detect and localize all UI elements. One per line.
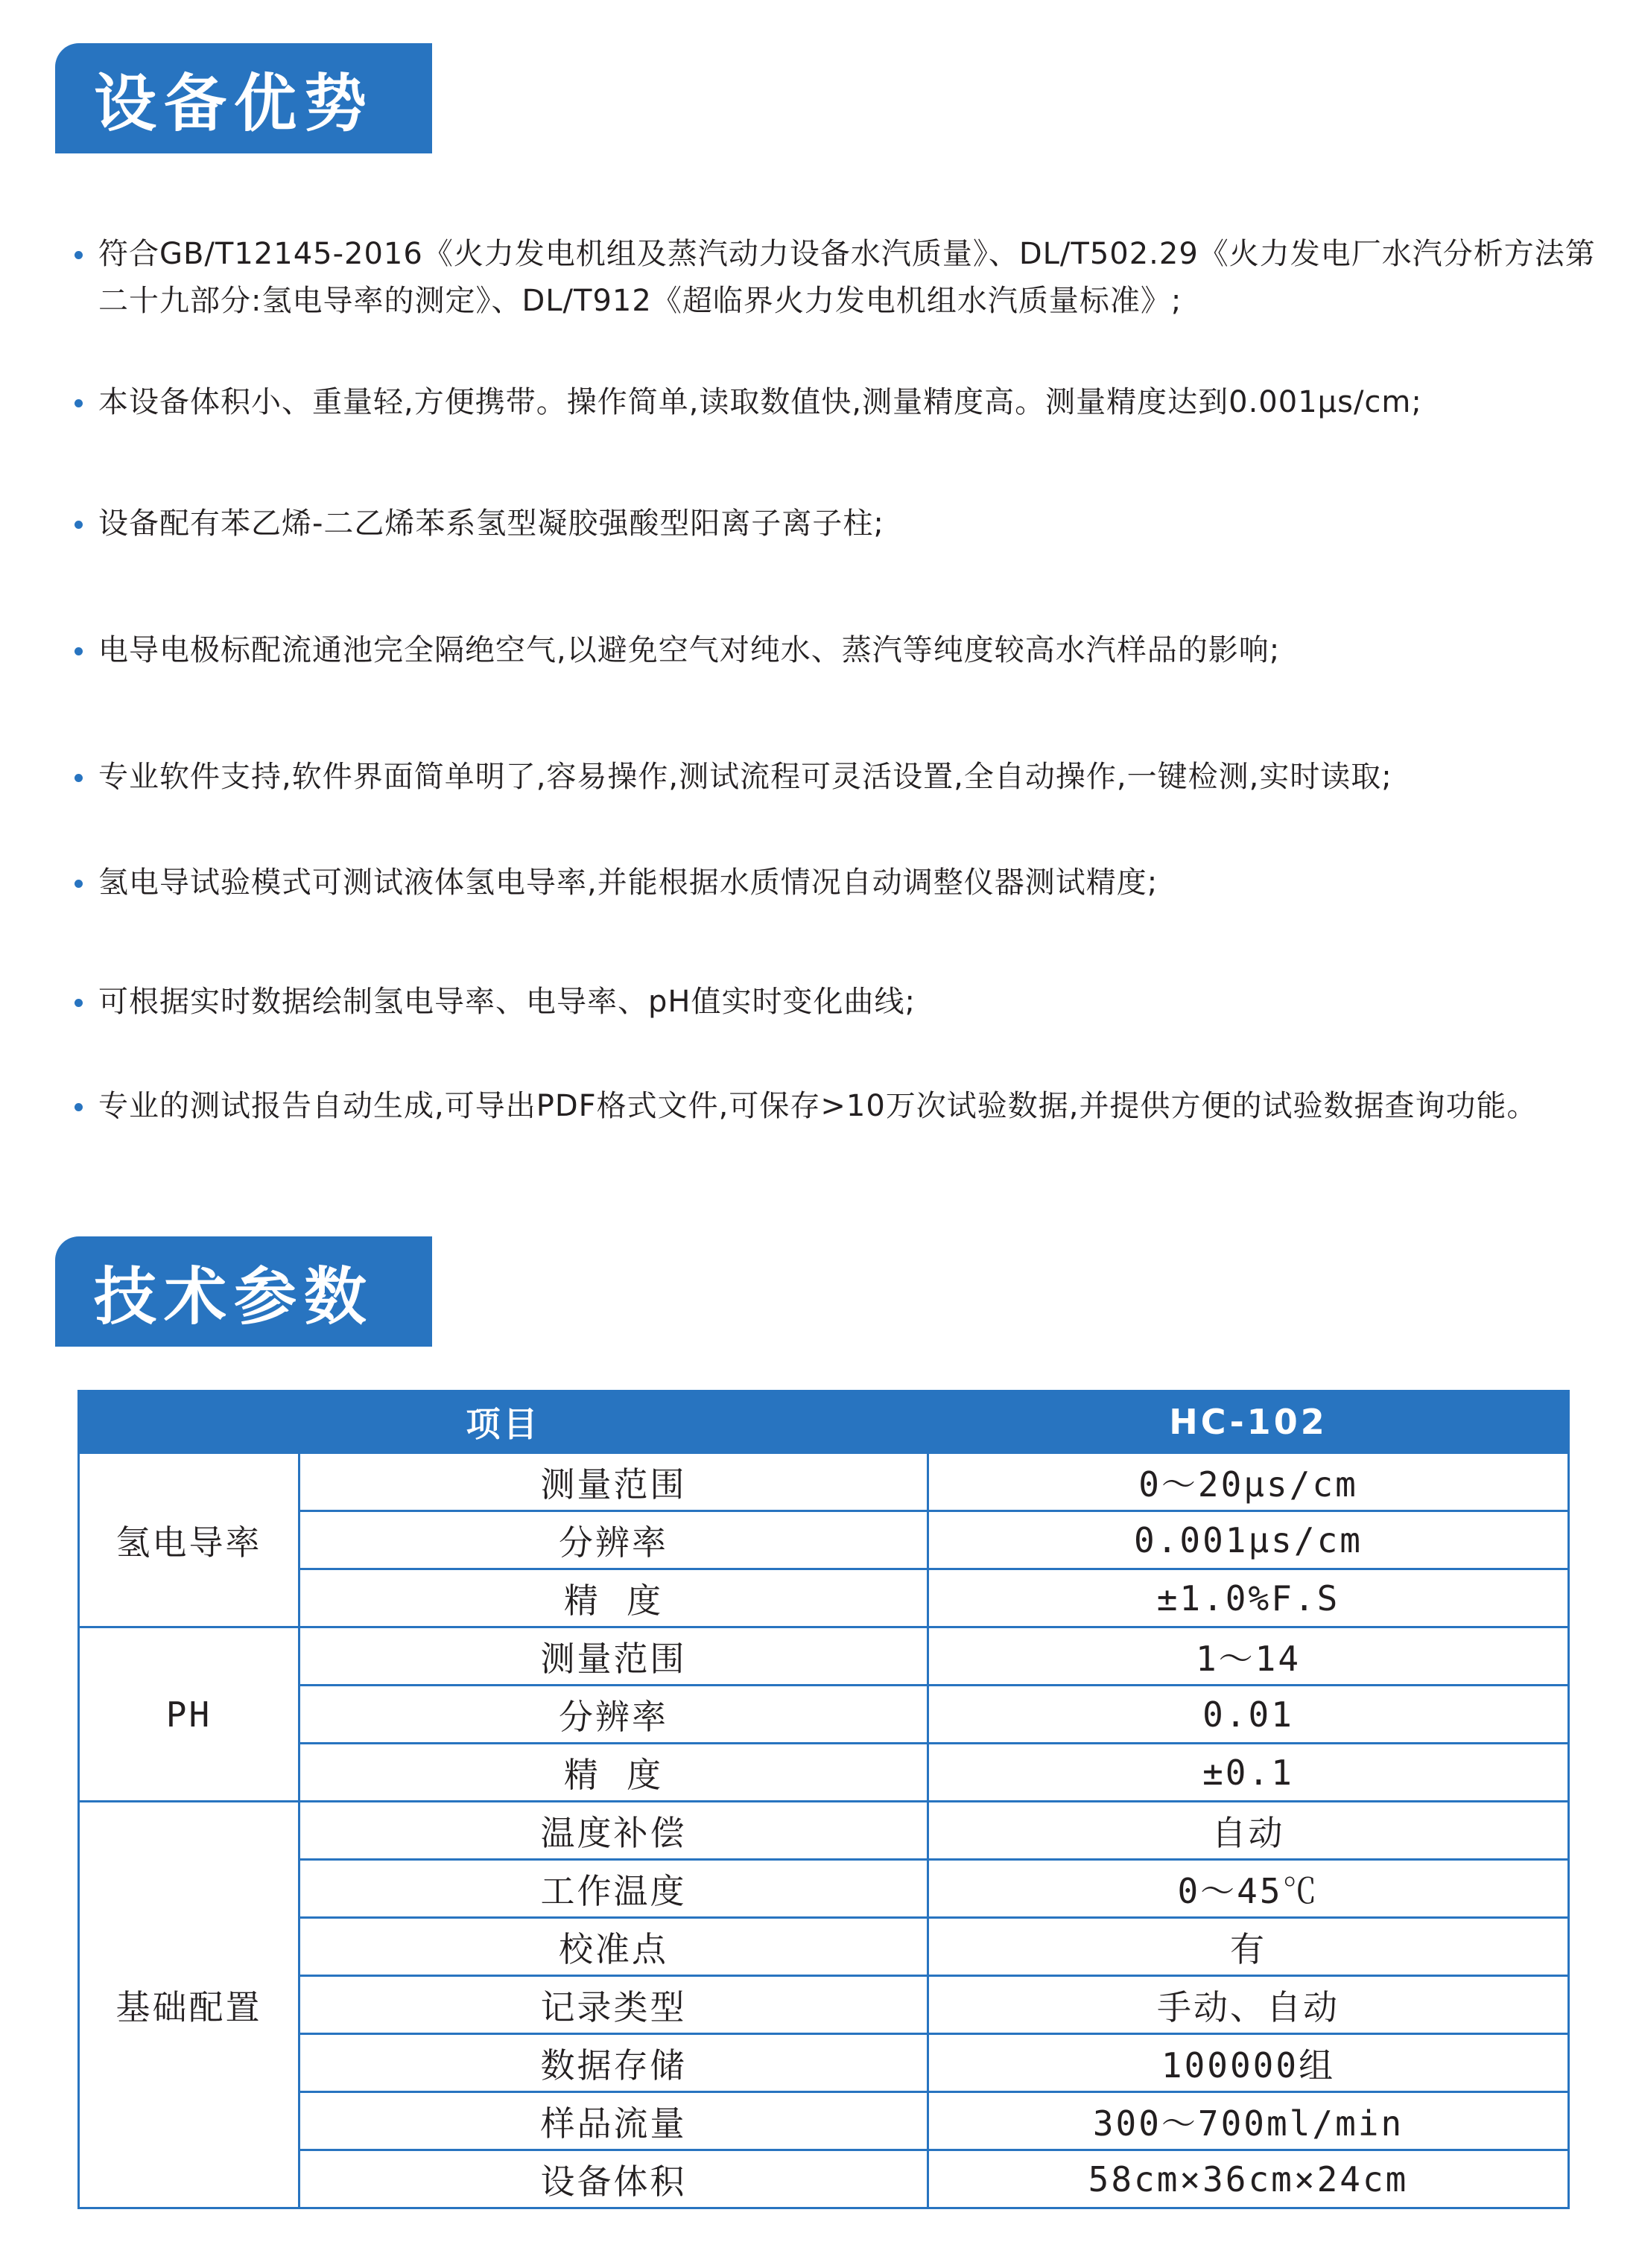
- advantage-item: 符合GB/T12145-2016《火力发电机组及蒸汽动力设备水汽质量》、DL/T502.29《火力发电厂水汽分析方法第二十九部分:氢电导率的测定》、DL/T912《超临界火力发电机组水汽质量标准》;: [74, 231, 1609, 325]
- param-name: 记录类型: [299, 1976, 928, 2034]
- param-name: 分辨率: [299, 1511, 928, 1569]
- table-row: [79, 1627, 1569, 1686]
- param-name: 数据存储: [299, 2034, 928, 2092]
- bullet-dot-icon: [74, 774, 83, 782]
- bullet-dot-icon: [74, 647, 83, 655]
- param-value: 有: [928, 1918, 1569, 1976]
- param-name: 校准点: [299, 1918, 928, 1976]
- param-value: 58cm×36cm×24cm: [928, 2150, 1569, 2208]
- param-value: 自动: [928, 1802, 1569, 1860]
- param-name: 工作温度: [299, 1860, 928, 1918]
- advantage-item: 专业软件支持,软件界面简单明了,容易操作,测试流程可灵活设置,全自动操作,一键检测,实时读取;: [74, 754, 1609, 801]
- param-name: 温度补偿: [299, 1802, 928, 1860]
- param-name: 设备体积: [299, 2150, 928, 2208]
- table-row: [79, 1569, 1569, 1627]
- param-name: 精 度: [299, 1744, 928, 1802]
- section-title-specs: 技术参数: [55, 1236, 432, 1347]
- param-name: 分辨率: [299, 1686, 928, 1744]
- advantage-item: 氢电导试验模式可测试液体氢电导率,并能根据水质情况自动调整仪器测试精度;: [74, 860, 1609, 906]
- advantage-item: 专业的测试报告自动生成,可导出PDF格式文件,可保存>10万次试验数据,并提供方便的试验数据查询功能。: [74, 1083, 1609, 1130]
- bullet-dot-icon: [74, 999, 83, 1007]
- param-value: ±1.0%F.S: [928, 1569, 1569, 1627]
- advantage-item: 电导电极标配流通池完全隔绝空气,以避免空气对纯水、蒸汽等纯度较高水汽样品的影响;: [74, 627, 1609, 674]
- header-model: HC-102: [928, 1391, 1569, 1453]
- param-value: 0.001μs/cm: [928, 1511, 1569, 1569]
- table-row: [79, 1860, 1569, 1918]
- group-label: PH: [79, 1627, 299, 1802]
- bullet-dot-icon: [74, 1103, 83, 1111]
- param-name: 精 度: [299, 1569, 928, 1627]
- table-row: [79, 1511, 1569, 1569]
- param-name: 样品流量: [299, 2092, 928, 2150]
- table-row: [79, 1976, 1569, 2034]
- advantage-item: 本设备体积小、重量轻,方便携带。操作简单,读取数值快,测量精度高。测量精度达到0.001μs/cm;: [74, 379, 1609, 426]
- table-row: [79, 2150, 1569, 2208]
- param-value: 0.01: [928, 1686, 1569, 1744]
- param-value: 300～700ml/min: [928, 2092, 1569, 2150]
- specs-table: [77, 1390, 1570, 2209]
- table-row: [79, 1453, 1569, 1511]
- table-row: [79, 1744, 1569, 1802]
- param-value: 1～14: [928, 1627, 1569, 1686]
- param-value: 手动、自动: [928, 1976, 1569, 2034]
- table-row: [79, 1686, 1569, 1744]
- advantage-item: 可根据实时数据绘制氢电导率、电导率、pH值实时变化曲线;: [74, 979, 1609, 1026]
- group-label: 氢电导率: [79, 1453, 299, 1627]
- table-row: [79, 1802, 1569, 1860]
- group-label: 基础配置: [79, 1802, 299, 2208]
- advantage-item: 设备配有苯乙烯-二乙烯苯系氢型凝胶强酸型阳离子离子柱;: [74, 501, 1609, 547]
- bullet-dot-icon: [74, 399, 83, 407]
- section-title-advantages: 设备优势: [55, 43, 432, 153]
- table-row: [79, 2034, 1569, 2092]
- param-value: ±0.1: [928, 1744, 1569, 1802]
- param-name: 测量范围: [299, 1453, 928, 1511]
- table-row: [79, 2092, 1569, 2150]
- param-name: 测量范围: [299, 1627, 928, 1686]
- bullet-dot-icon: [74, 521, 83, 529]
- param-value: 0～45℃: [928, 1860, 1569, 1918]
- table-row: [79, 1918, 1569, 1976]
- header-item: 项目: [79, 1391, 928, 1453]
- bullet-dot-icon: [74, 251, 83, 259]
- table-header-row: [79, 1391, 1569, 1453]
- param-value: 0～20μs/cm: [928, 1453, 1569, 1511]
- bullet-dot-icon: [74, 880, 83, 888]
- param-value: 100000组: [928, 2034, 1569, 2092]
